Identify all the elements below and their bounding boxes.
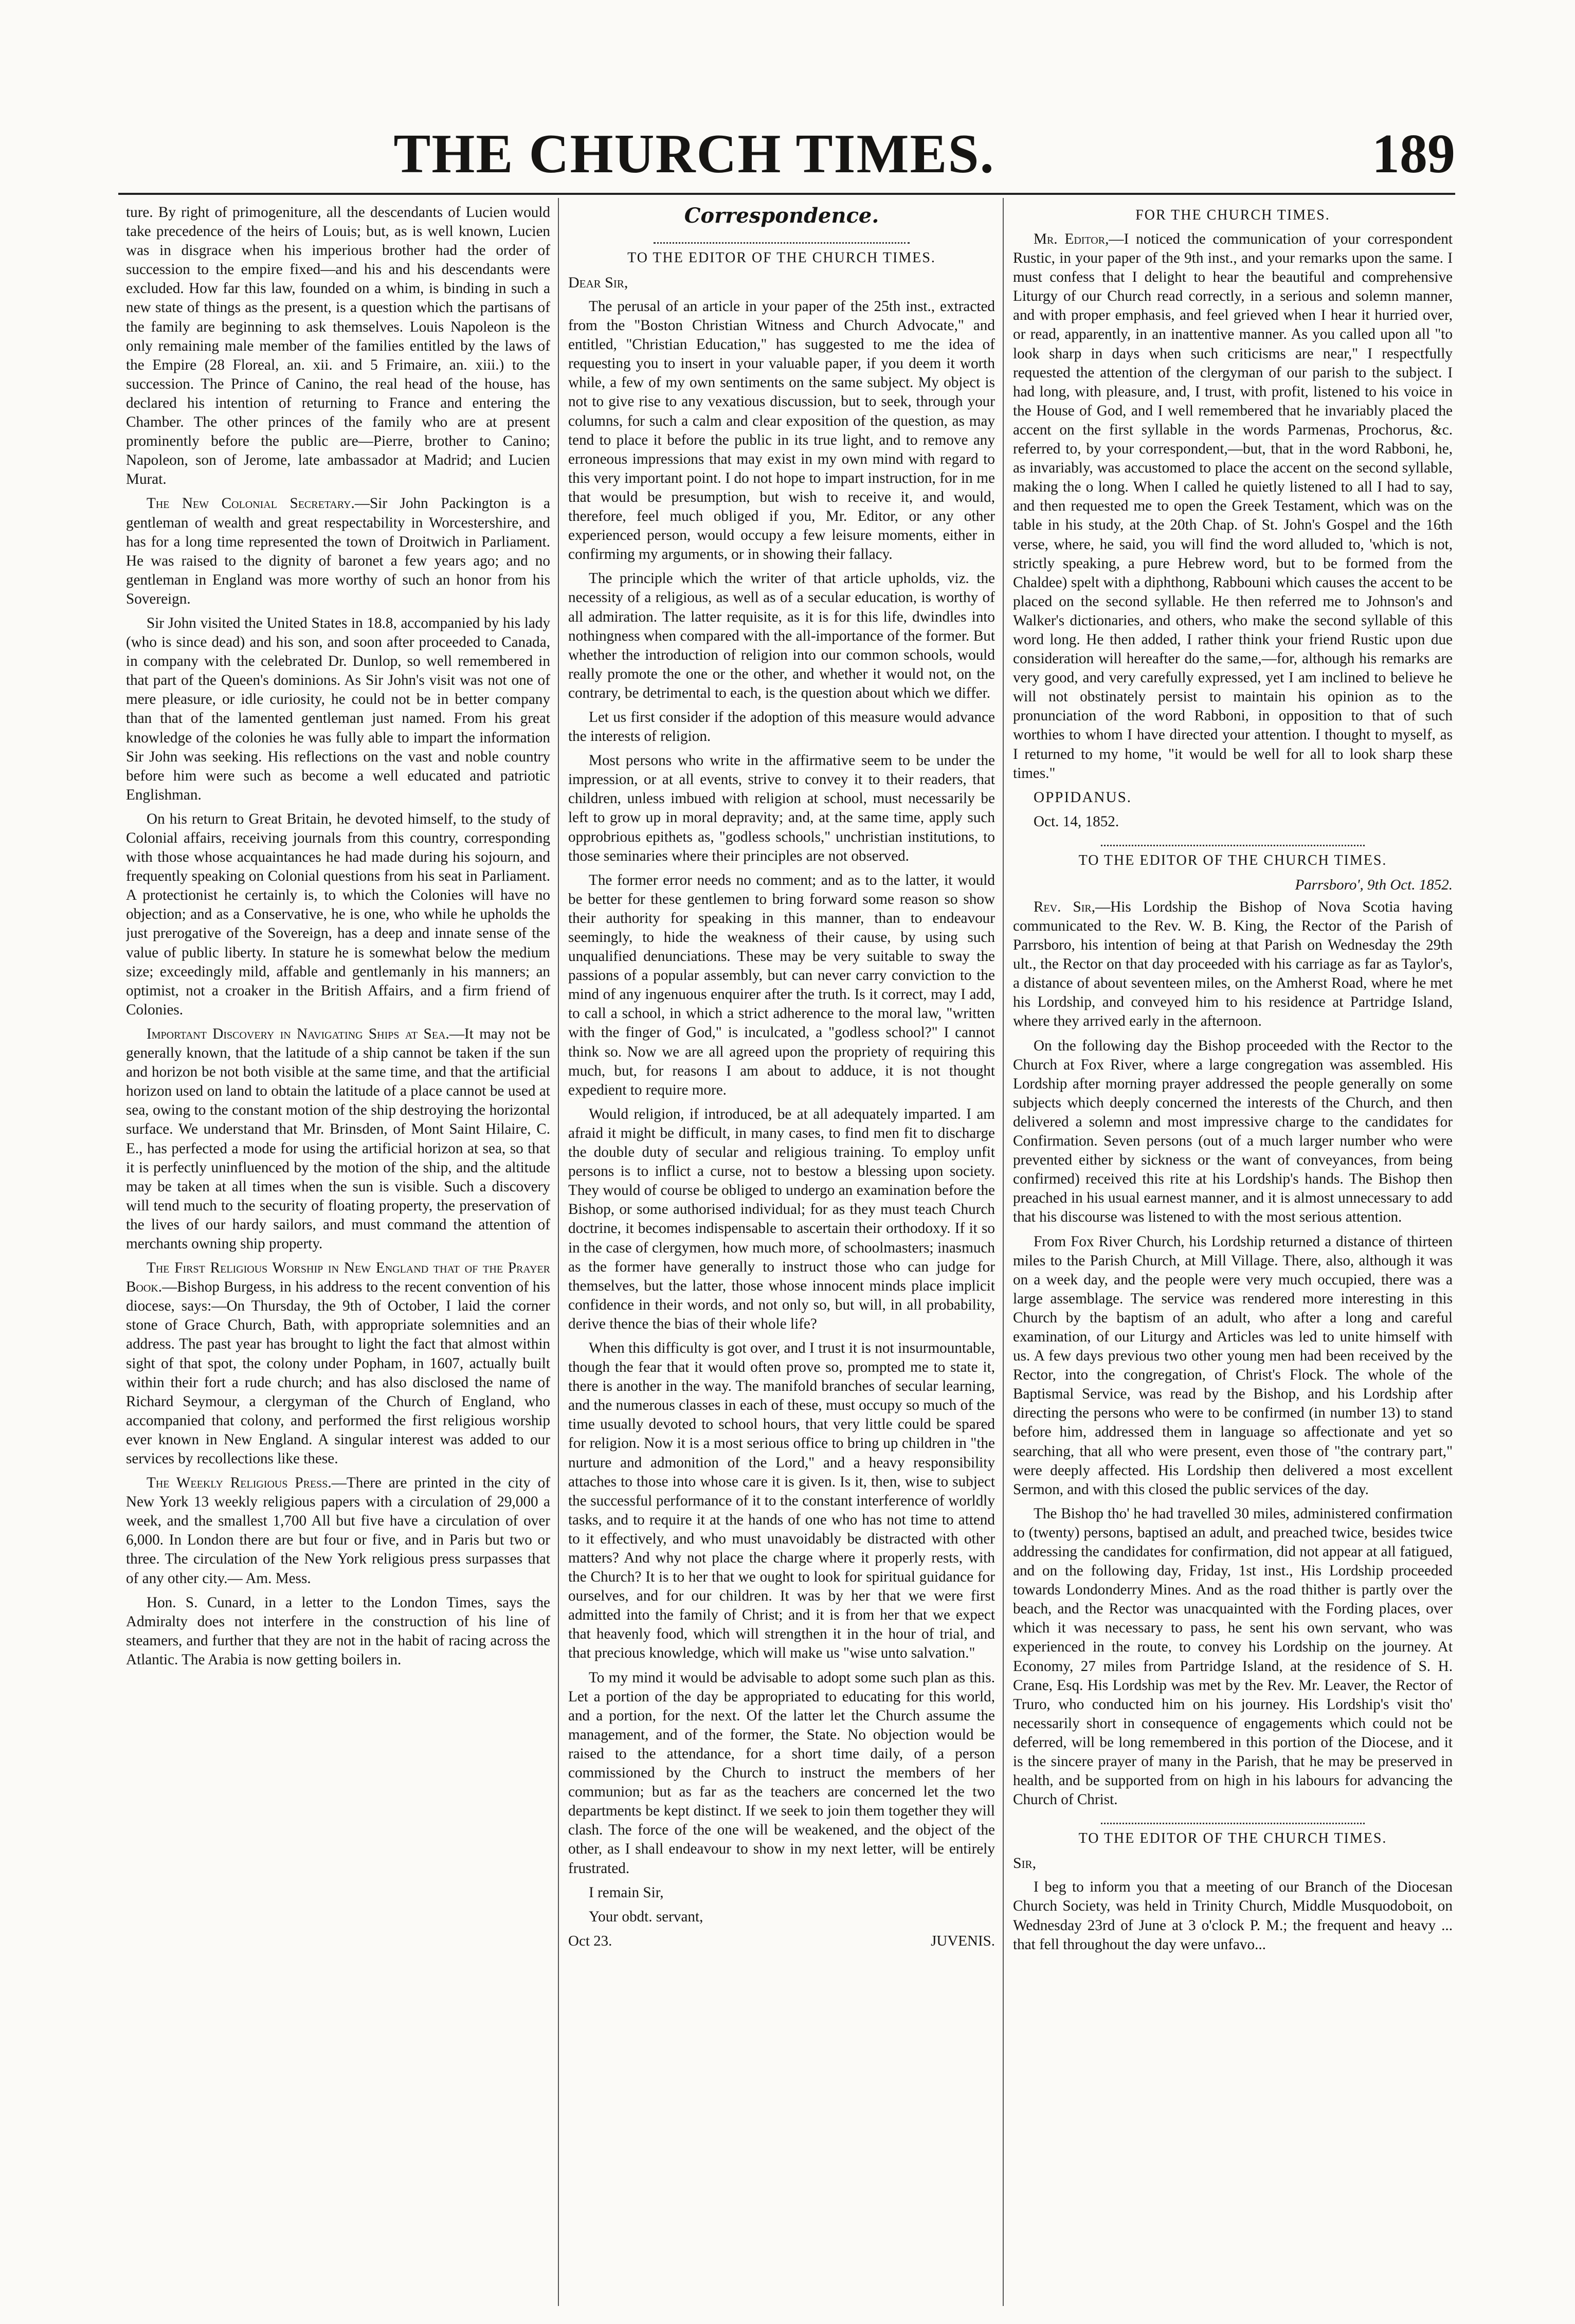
page-number: 189 (1372, 123, 1455, 185)
article-paragraph (126, 614, 550, 805)
letter-date: Oct. 14, 1852. (1034, 813, 1119, 830)
article-paragraph (1013, 1037, 1453, 1227)
letter-signature: JUVENIS. (931, 1932, 995, 1949)
paragraph-text: Sir John visited the United States in 18.8, accompanied by his lady (who is since dead) and his son, and soon after proceeded to Canada, in company with the celebrated Dr. Dunlop, so well remembered in that part of the Queen's dominions. As Sir John's visit was not one of mere pleasure, or idle curiosity, he could not be in better company than that of the lamented gentleman just named. From his great knowledge of the colonies he was fully able to impart the information Sir John was seeking. His reflections on the vast and noble country before him were such as become a well educated and patriotic Englishman. (126, 614, 550, 803)
paragraph-lead: Rev. Sir, (1034, 898, 1096, 915)
paragraph-lead: The First Religious Worship in New England that of the Prayer Book. (126, 1260, 550, 1296)
article-paragraph: The former error needs no comment; and as to the latter, it would be better for these gentlemen to bring forward some reason so show their authority for speaking in this manner, than to endeavour seemingly, to hide the weakness of their cause, by using such unqualified denunciations. These may be very suitable to sway the passions of a popular assembly, but can never carry conviction to the mind of any ingenuous enquirer after the truth. Is it correct, may I add, to call a school, in which a strict adherence to the moral law, "written with the finger of God," is inculcated, a "godless school?" I cannot think so. Now we are all agreed upon the propriety of requiring this much, but, for reasons I am about to adduce, it is not thought expedient to require more. (568, 872, 995, 1098)
letter-body (568, 297, 995, 1878)
article-paragraph: The perusal of an article in your paper of the 25th inst., extracted from the "Boston Christian Witness and Church Advocate," and entitled, "Christian Education," has suggested to me the idea of requesting you to insert in your valuable paper, if you deem it worth while, a few of my own sentiments on the same subject. My object is not to give rise to any vexatious discussion, but to seek, through your columns, for such a calm and clear exposition of the question, as may tend to place it before the public in its true light, and to remove any erroneous impressions that may exist in my own mind with regard to this very important point. I do not hope to impart instruction, for in me that would be presumption, but wish to receive it, and would, therefore, feel much obliged if you, Mr. Editor, or any other experienced person, would occupy a few leisure moments, either in confirming my arguments, or in showing their fallacy. (568, 298, 995, 563)
paragraph-lead: The Weekly Religious Press. (147, 1475, 332, 1492)
article-paragraph: When this difficulty is got over, and I trust it is not insurmountable, though the fear that it would often prove so, prompted me to state it, there is another in the way. The manifold branches of secular learning, and the numerous classes in each of these, must occupy so much of the time usually devoted to school hours, that very little could be spared for religion. Now it is a most serious office to bring up children in "the nurture and admonition of the Lord," and a heavy responsibility attaches to those into whose care it is given. Is it, then, wise to subject the successful performance of it to the constant interference of worldly tasks, and to require it at the hands of one who has not time to attend to it effectively, and who must unavoidably be distracted with other matters? And why not place the charge where it properly rests, with the Church? It is to her that we ought to look for spiritual guidance for ourselves, and for our children. It was by her that we were first admitted into the family of Christ; and it is from her that we expect that heavenly food, which will strengthen it in the hour of trial, and that precious knowledge, which will make us "wise unto salvation." (568, 1339, 995, 1662)
letter-header: TO THE EDITOR OF THE CHURCH TIMES. (1078, 852, 1387, 868)
paragraph-text: —I noticed the communication of your correspondent Rustic, in your paper of the 9th inst., and your remarks upon the same. I must confess that I delight to hear the beautiful and comprehensive Liturgy of our Church read correctly, in a serious and solemn manner, and with proper emphasis, and feel grieved when I hear it hurried over, or read, apparently, in an inattentive manner. As you called upon all "to look sharp in days when such criticisms are near," I respectfully requested the attention of the clergyman of our parish to the subject. I had long, with pleasure, and, I trust, with profit, listened to his voice in the House of God, and I well remembered that he invariably placed the accent on the first syllable in the words Parmenas, Prochorus, &c. referred to, by your correspondent,—but, that in the word Rabboni, he, as invariably, was accustomed to place the accent on the second syllable, making the o long. When I called he quietly listened to all I had to say, and then requested me to open the Greek Testament, which was on the table in his study, at the 20th Chap. of St. John's Gospel and the 16th verse, where, he said, you will find the word alluded to, 'which is not, strictly speaking, a pure Hebrew word, but to be formed from the Chaldee) spelt with a diphthong, Rabbouni which causes the accent to be placed on the second syllable. He then referred me to Johnson's and Walker's dictionaries, and others, who make the second syllable of this word long. He then added, I rather think your friend Rustic upon due consideration will hereafter do the same,—for, although his remarks are very good, and very carefully expressed, yet I am inclined to believe he will not obstinately persist to maintain his opinion as to the pronunciation of the word Rabboni, in opposition to that of such worthies to whom I have directed your attention. I thought to myself, as I returned to my home, "it would be well for all to look sharp these times." (1013, 231, 1453, 782)
article-paragraph (126, 1259, 550, 1468)
paragraph-text: ture. By right of primogeniture, all the descendants of Lucien would take precedence of the heirs of Louis; but, as is well known, Lucien was in disgrace when his imperious brother had the order of succession to the empire fixed—and his and his descendants were excluded. How far this law, founded on a whim, is binding in such a new state of things as the present, is a question which the partisans of the family are beginning to ask themselves. Louis Napoleon is the only remaining male member of the families entitled by the laws of the Empire (28 Floreal, an. xii. and 5 Frimaire, an. xiii.) to the succession. The Prince of Canino, the real head of the house, has declared his intention of returning to France and entering the Chamber. The other princes of the family who are at present prominently before the public are—Pierre, brother to Canino; Napoleon, son of Jerome, late ambassador at Madrid; and Lucien Murat. (126, 204, 550, 488)
letter-closing: Your obdt. servant, (589, 1908, 703, 1925)
paragraph-text: Hon. S. Cunard, in a letter to the London Times, says the Admiralty does not interfere in the construction of his line of steamers, and further that they are not in the habit of racing across the Atlantic. The Arabia is now getting boilers in. (126, 1594, 550, 1668)
letter-signature: OPPIDANUS. (1034, 789, 1132, 806)
masthead (118, 121, 1455, 188)
column-2 (568, 203, 995, 2306)
letter-header: TO THE EDITOR OF THE CHURCH TIMES. (1078, 1830, 1387, 1847)
paragraph-text: On his return to Great Britain, he devoted himself, to the study of Colonial affairs, receiving journals from this country, corresponding with those whose acquaintances he had made during his sojourn, and frequently speaking on Colonial questions from his seat in Parliament. A protectionist he certainly is, to which the Colonies will have no objection; and as a Conservative, he is one, who while he upholds the just prerogative of the Sovereign, has a deep and innate sense of the value of public liberty. In stature he is somewhat below the medium size; exceedingly mild, affable and gentlemanly in his manners; an optimist, not a croaker in the British Affairs, and a firm friend of Colonies. (126, 810, 550, 1018)
letter-signature-row (568, 1932, 995, 1951)
letter-body (1013, 230, 1453, 783)
column-divider (1003, 198, 1004, 2306)
paragraph-lead: Important Discovery in Navigating Ships at Sea. (147, 1025, 449, 1042)
letter-dateline: Parrsboro', 9th Oct. 1852. (1295, 876, 1453, 893)
article-paragraph (1013, 230, 1453, 783)
article-paragraph: To my mind it would be advisable to adopt some such plan as this. Let a portion of the day be appropriated to educating for this world, and a portion, for the next. Of the latter let the Church assume the management, and of the former, the State. No objection would be raised to the attendance, for a short time daily, of a person commissioned by the Church to instruct the members of her communion; but as far as the teachers are concerned let the two departments be kept distinct. If we seek to join them together they will clash. The force of the one will be weakened, and the object of the other, as I shall endeavour to show in my next letter, will be entirely frustrated. (568, 1669, 995, 1877)
decorative-rule (654, 234, 910, 244)
letter-closing: I remain Sir, (589, 1884, 664, 1901)
paragraph-text: On the following day the Bishop proceeded with the Rector to the Church at Fox River, where a large congregation was assembled. His Lordship after morning prayer addressed the people generally on some subjects which deeply concerned the interests of the Church, and then delivered a solemn and most impressive charge to the candidates for Confirmation. Seven persons (out of a much larger number who were prevented either by sickness or the want of conveyances, from being confirmed) received this rite at his Lordship's hands. The Bishop then preached in his usual earnest manner, and it is almost unnecessary to add that his discourse was listened to with the most serious attention. (1013, 1037, 1453, 1226)
article-paragraph (1013, 898, 1453, 1031)
article-paragraph (126, 810, 550, 1020)
article-paragraph (126, 203, 550, 489)
decorative-rule (1101, 837, 1365, 846)
article-paragraph (1013, 1504, 1453, 1810)
paragraph-lead: The New Colonial Secretary. (147, 495, 355, 512)
paragraph-text: From Fox River Church, his Lordship returned a distance of thirteen miles to the Parish Church, at Mill Village. There, also, although it was on a week day, and the people were very much occupied, there was a large assemblage. The service was rendered more interesting in this Church by the baptism of an adult, who after a long and careful examination, of our Liturgy and Articles was led to unite himself with us. A few days previous two other young men had been received by the Rector, into the congregation, of Christ's Flock. The whole of the Baptismal Service, was read by the Bishop, and his Lordship after directing the persons who were to be confirmed (in number 13) to stand before him, addressed them in language so affectionate and yet so searching, that all who were present, even those of "the contrary part," were deeply affected. His Lordship then delivered a most excellent Sermon, and with this closed the public services of the day. (1013, 1233, 1453, 1498)
column-divider (558, 198, 559, 2306)
article-paragraph: The principle which the writer of that article upholds, viz. the necessity of a religious, as well as of a secular education, is worthy of all admiration. The latter requisite, as it is for this life, dwindles into nothingness when compared with the all-importance of the former. But whether the introduction of religion into our common schools, would really promote the one or the other, and whether it would not, on the contrary, be detrimental to each, is the question about which we differ. (568, 570, 995, 701)
letter-greeting: Dear Sir, (568, 274, 628, 291)
article-paragraph (126, 1593, 550, 1669)
paragraph-text: —Sir John Packington is a gentleman of wealth and great respectability in Worcestershire, and has for a long time represented the town of Droitwich in Parliament. He was raised to the dignity of baronet a few years ago; and no gentleman in England was more worthy of such an honor from his Sovereign. (126, 495, 550, 607)
paragraph-text: —There are printed in the city of New York 13 weekly religious papers with a circulation of 29,000 a week, and the smallest 1,700 All but five have a circulation of over 6,000. In London there are but four or five, and in Paris but two or three. The circulation of the New York religious press surpasses that of any other city.— Am. Mess. (126, 1475, 550, 1587)
article-paragraph (126, 1474, 550, 1588)
paragraph-text: —It may not be generally known, that the latitude of a ship cannot be taken if the sun and horizon be not both visible at the same time, and that the artificial horizon used on land to obtain the latitude of a place cannot be used at sea, owing to the constant motion of the ship destroying the horizontal surface. We understand that Mr. Brinsden, of Mont Saint Hilaire, C. E., has perfected a mode for using the artificial horizon at sea, so that it is perfectly uninfluenced by the motion of the ship, and the altitude may be taken at all times when the sun is visible. Such a discovery will tend much to the security of floating property, the preservation of the lives of our hardy sailors, and must command the attention of merchants owning ship property. (126, 1025, 550, 1252)
article-paragraph: Most persons who write in the affirmative seem to be under the impression, or at all events, strive to convey it to their readers, that children, unless imbued with religion at school, must necessarily be left to grow up in moral depravity; and, at the same time, apply such opprobrious epithets as, "godless schools," unchristian institutions, to those seminaries where their principles are not observed. (568, 752, 995, 864)
paragraph-text: The Bishop tho' he had travelled 30 miles, administered confirmation to (twenty) persons, baptised an adult, and preached twice, besides twice addressing the candidates for confirmation, did not appear at all fatigued, and on the following day, Friday, 1st inst., His Lordship proceeded towards Londonderry Mines. And as the road thither is partly over the beach, and the Rector was unacquainted with the Fording places, over which it was necessary to pass, he sent his own servant, who was experienced in the route, to convey his Lordship on the journey. At Economy, 27 miles from Partridge Island, at the residence of S. H. Crane, Esq. His Lordship was met by the Rev. Mr. Leaver, the Rector of Truro, who conducted him on his journey. His Lordship's visit tho' necessarily short in consequence of engagements which could not be deferred, will be long remembered in this portion of the Diocese, and it is the sincere prayer of many in the Parish, that he may be preserved in health, and be supported from on high in his labours for advancing the Church of Christ. (1013, 1505, 1453, 1808)
article-paragraph (126, 494, 550, 609)
letter-greeting: Sir, (1013, 1855, 1037, 1872)
paragraph-lead: Mr. Editor, (1034, 231, 1109, 247)
article-paragraph: Let us first consider if the adoption of this measure would advance the interests of religion. (568, 709, 995, 745)
paragraph-text: —His Lordship the Bishop of Nova Scotia having communicated to the Rev. W. B. King, the Rector of the Parish of Parrsboro, his intention of being at that Parish on Wednesday the 29th ult., the Rector on that day proceeded with his carriage as far as Taylor's, a distance of about seventeen miles, on the Amherst Road, where he met his Lordship, and conveyed him to his residence at Partridge Island, where they arrived early in the afternoon. (1013, 898, 1453, 1030)
column-1 (126, 203, 550, 2306)
article-paragraph: I beg to inform you that a meeting of our Branch of the Diocesan Church Society, was held in Trinity Church, Middle Musquodoboit, on Wednesday 23rd of June at 3 o'clock P. M.; the frequent and heavy ... that fell throughout the day were unfavo... (1013, 1879, 1453, 1953)
paragraph-text: —Bishop Burgess, in his address to the recent convention of his diocese, says:—On Thursday, the 9th of October, I laid the corner stone of Grace Church, Bath, with appropriate solemnities and an address. The past year has brought to light the fact that almost within sight of that spot, the colony under Popham, in 1607, actually built within their fort a rude church; and has also disclosed the name of Richard Seymour, a clergyman of the Church of England, who accompanied that colony, and performed the first religious worship ever known in New England. A singular interest was added to our services by recollections like these. (126, 1279, 550, 1467)
letter-body (1013, 898, 1453, 1809)
letter-header: FOR THE CHURCH TIMES. (1135, 207, 1330, 223)
decorative-rule (1101, 1814, 1365, 1824)
article-paragraph: Would religion, if introduced, be at all adequately imparted. I am afraid it might be difficult, in many cases, to find men fit to discharge the double duty of secular and religious training. To employ unfit persons is to inflict a curse, not to bestow a blessing upon society. They would of course be obliged to undergo an examination before the Bishop, or some authorised individual; for as they must teach Church doctrine, it becomes indispensable to ascertain their orthodoxy. If it so in the case of clergymen, how much more, of schoolmasters; inasmuch as the former have generally to instruct those who can judge for themselves, but the latter, those whose innocent minds place implicit confidence in their words, and not only so, but will, in all probability, derive thence the bias of their whole life? (568, 1105, 995, 1332)
article-paragraph (126, 1025, 550, 1254)
article-paragraph (1013, 1232, 1453, 1499)
masthead-rule (118, 193, 1455, 195)
section-title: Correspondence. (684, 204, 879, 228)
page-title: THE CHURCH TIMES. (393, 123, 995, 185)
column-3 (1013, 203, 1453, 2306)
letter-header: TO THE EDITOR OF THE CHURCH TIMES. (627, 250, 936, 266)
letter-date: Oct 23. (568, 1932, 612, 1949)
